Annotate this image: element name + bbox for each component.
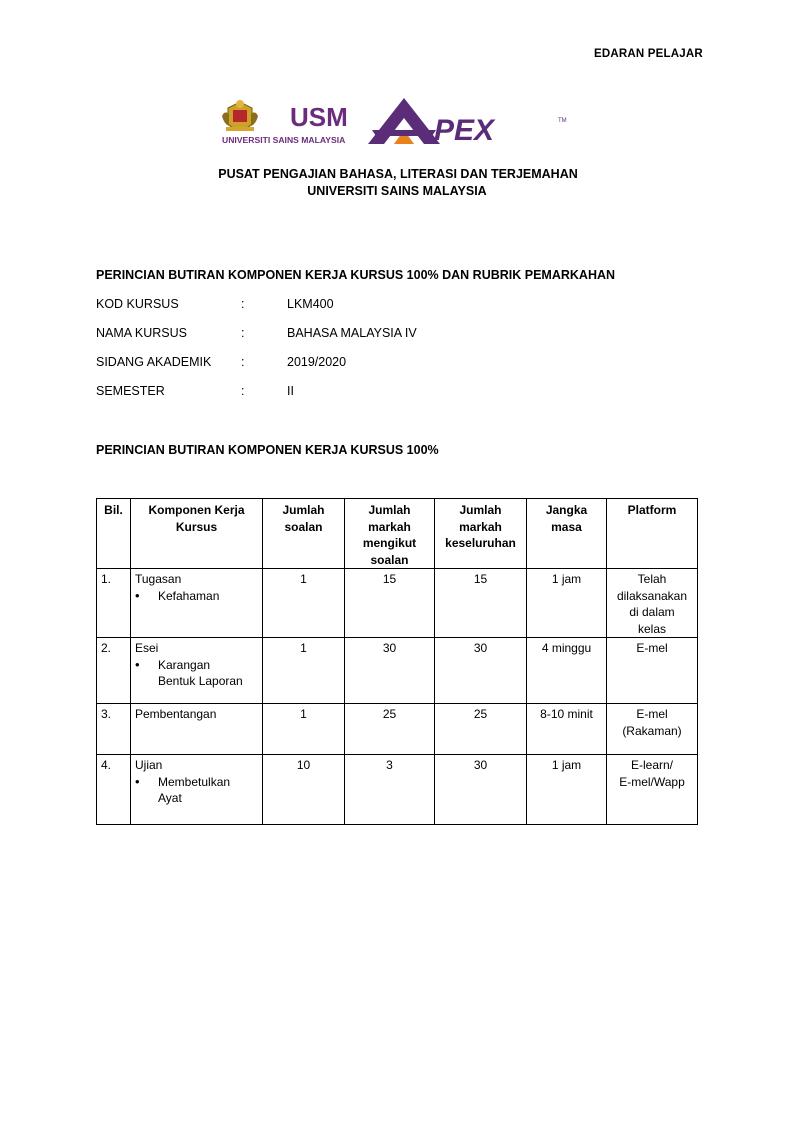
- cell-platform: Telah dilaksanakan di dalam kelas: [607, 569, 698, 638]
- table-header-row: [97, 499, 698, 569]
- bullet-item: • Membetulkan Ayat: [135, 774, 258, 807]
- header-jangka-masa: Jangka masa: [527, 499, 607, 569]
- cell-soalan: 1: [263, 704, 345, 755]
- document-label: EDARAN PELAJAR: [594, 48, 703, 60]
- table-row: [97, 569, 698, 638]
- info-value: 2019/2020: [287, 355, 347, 369]
- cell-markah-soalan: 30: [345, 638, 435, 704]
- cell-bil: 2.: [97, 638, 131, 704]
- header-markah-keseluruhan: Jumlah markah keseluruhan: [435, 499, 527, 569]
- bullet-item: • Karangan Bentuk Laporan: [135, 657, 258, 690]
- header-platform: Platform: [607, 499, 698, 569]
- cell-soalan: 1: [263, 638, 345, 704]
- cell-platform: E-mel (Rakaman): [607, 704, 698, 755]
- bullet-item: • Kefahaman: [135, 588, 258, 605]
- cell-markah-keseluruhan: 30: [435, 755, 527, 825]
- cell-komponen: Esei • Karangan Bentuk Laporan: [131, 638, 263, 704]
- info-value: LKM400: [287, 297, 334, 311]
- section-title-components: PERINCIAN BUTIRAN KOMPONEN KERJA KURSUS 100%: [96, 443, 439, 457]
- cell-markah-keseluruhan: 30: [435, 638, 527, 704]
- institution-line-2: UNIVERSITI SAINS MALAYSIA: [307, 184, 487, 198]
- header-komponen: Komponen Kerja Kursus: [131, 499, 263, 569]
- cell-bil: 1.: [97, 569, 131, 638]
- cell-markah-soalan: 15: [345, 569, 435, 638]
- header-bil: Bil.: [97, 499, 131, 569]
- section-title-rubric: PERINCIAN BUTIRAN KOMPONEN KERJA KURSUS 100% DAN RUBRIK PEMARKAHAN: [96, 268, 616, 282]
- institution-line-1: PUSAT PENGAJIAN BAHASA, LITERASI DAN TERJEMAHAN: [218, 167, 578, 181]
- info-value: BAHASA MALAYSIA IV: [287, 326, 417, 340]
- institution-heading: [0, 166, 794, 200]
- info-label: KOD KURSUS: [96, 297, 179, 311]
- cell-masa: 4 minggu: [527, 638, 607, 704]
- usm-crest-icon: [222, 100, 258, 131]
- cell-masa: 8-10 minit: [527, 704, 607, 755]
- cell-komponen: Pembentangan: [131, 704, 263, 755]
- info-colon: :: [241, 326, 245, 340]
- table-row: [97, 638, 698, 704]
- apex-logo-icon: [368, 98, 440, 144]
- info-colon: :: [241, 355, 245, 369]
- cell-bil: 4.: [97, 755, 131, 825]
- usm-wordmark: USM: [290, 102, 348, 132]
- usm-caption: UNIVERSITI SAINS MALAYSIA: [222, 135, 346, 145]
- info-colon: :: [241, 384, 245, 398]
- table-row: [97, 704, 698, 755]
- cell-platform: E-mel: [607, 638, 698, 704]
- cell-komponen: Ujian • Membetulkan Ayat: [131, 755, 263, 825]
- info-colon: :: [241, 297, 245, 311]
- coursework-table: [96, 498, 698, 825]
- cell-markah-soalan: 3: [345, 755, 435, 825]
- info-label: SIDANG AKADEMIK: [96, 355, 212, 369]
- header-jumlah-soalan: Jumlah soalan: [263, 499, 345, 569]
- cell-soalan: 1: [263, 569, 345, 638]
- apex-wordmark: PEX: [434, 114, 495, 146]
- cell-platform: E-learn/ E-mel/Wapp: [607, 755, 698, 825]
- cell-markah-keseluruhan: 25: [435, 704, 527, 755]
- info-label: NAMA KURSUS: [96, 326, 187, 340]
- cell-bil: 3.: [97, 704, 131, 755]
- cell-markah-keseluruhan: 15: [435, 569, 527, 638]
- info-value: II: [287, 384, 294, 398]
- cell-masa: 1 jam: [527, 569, 607, 638]
- cell-komponen: Tugasan • Kefahaman: [131, 569, 263, 638]
- apex-trademark: TM: [558, 118, 567, 124]
- info-label: SEMESTER: [96, 384, 165, 398]
- cell-masa: 1 jam: [527, 755, 607, 825]
- table-row: [97, 755, 698, 825]
- cell-markah-soalan: 25: [345, 704, 435, 755]
- header-markah-soalan: Jumlah markah mengikut soalan: [345, 499, 435, 569]
- cell-soalan: 10: [263, 755, 345, 825]
- header-logos: [222, 96, 582, 146]
